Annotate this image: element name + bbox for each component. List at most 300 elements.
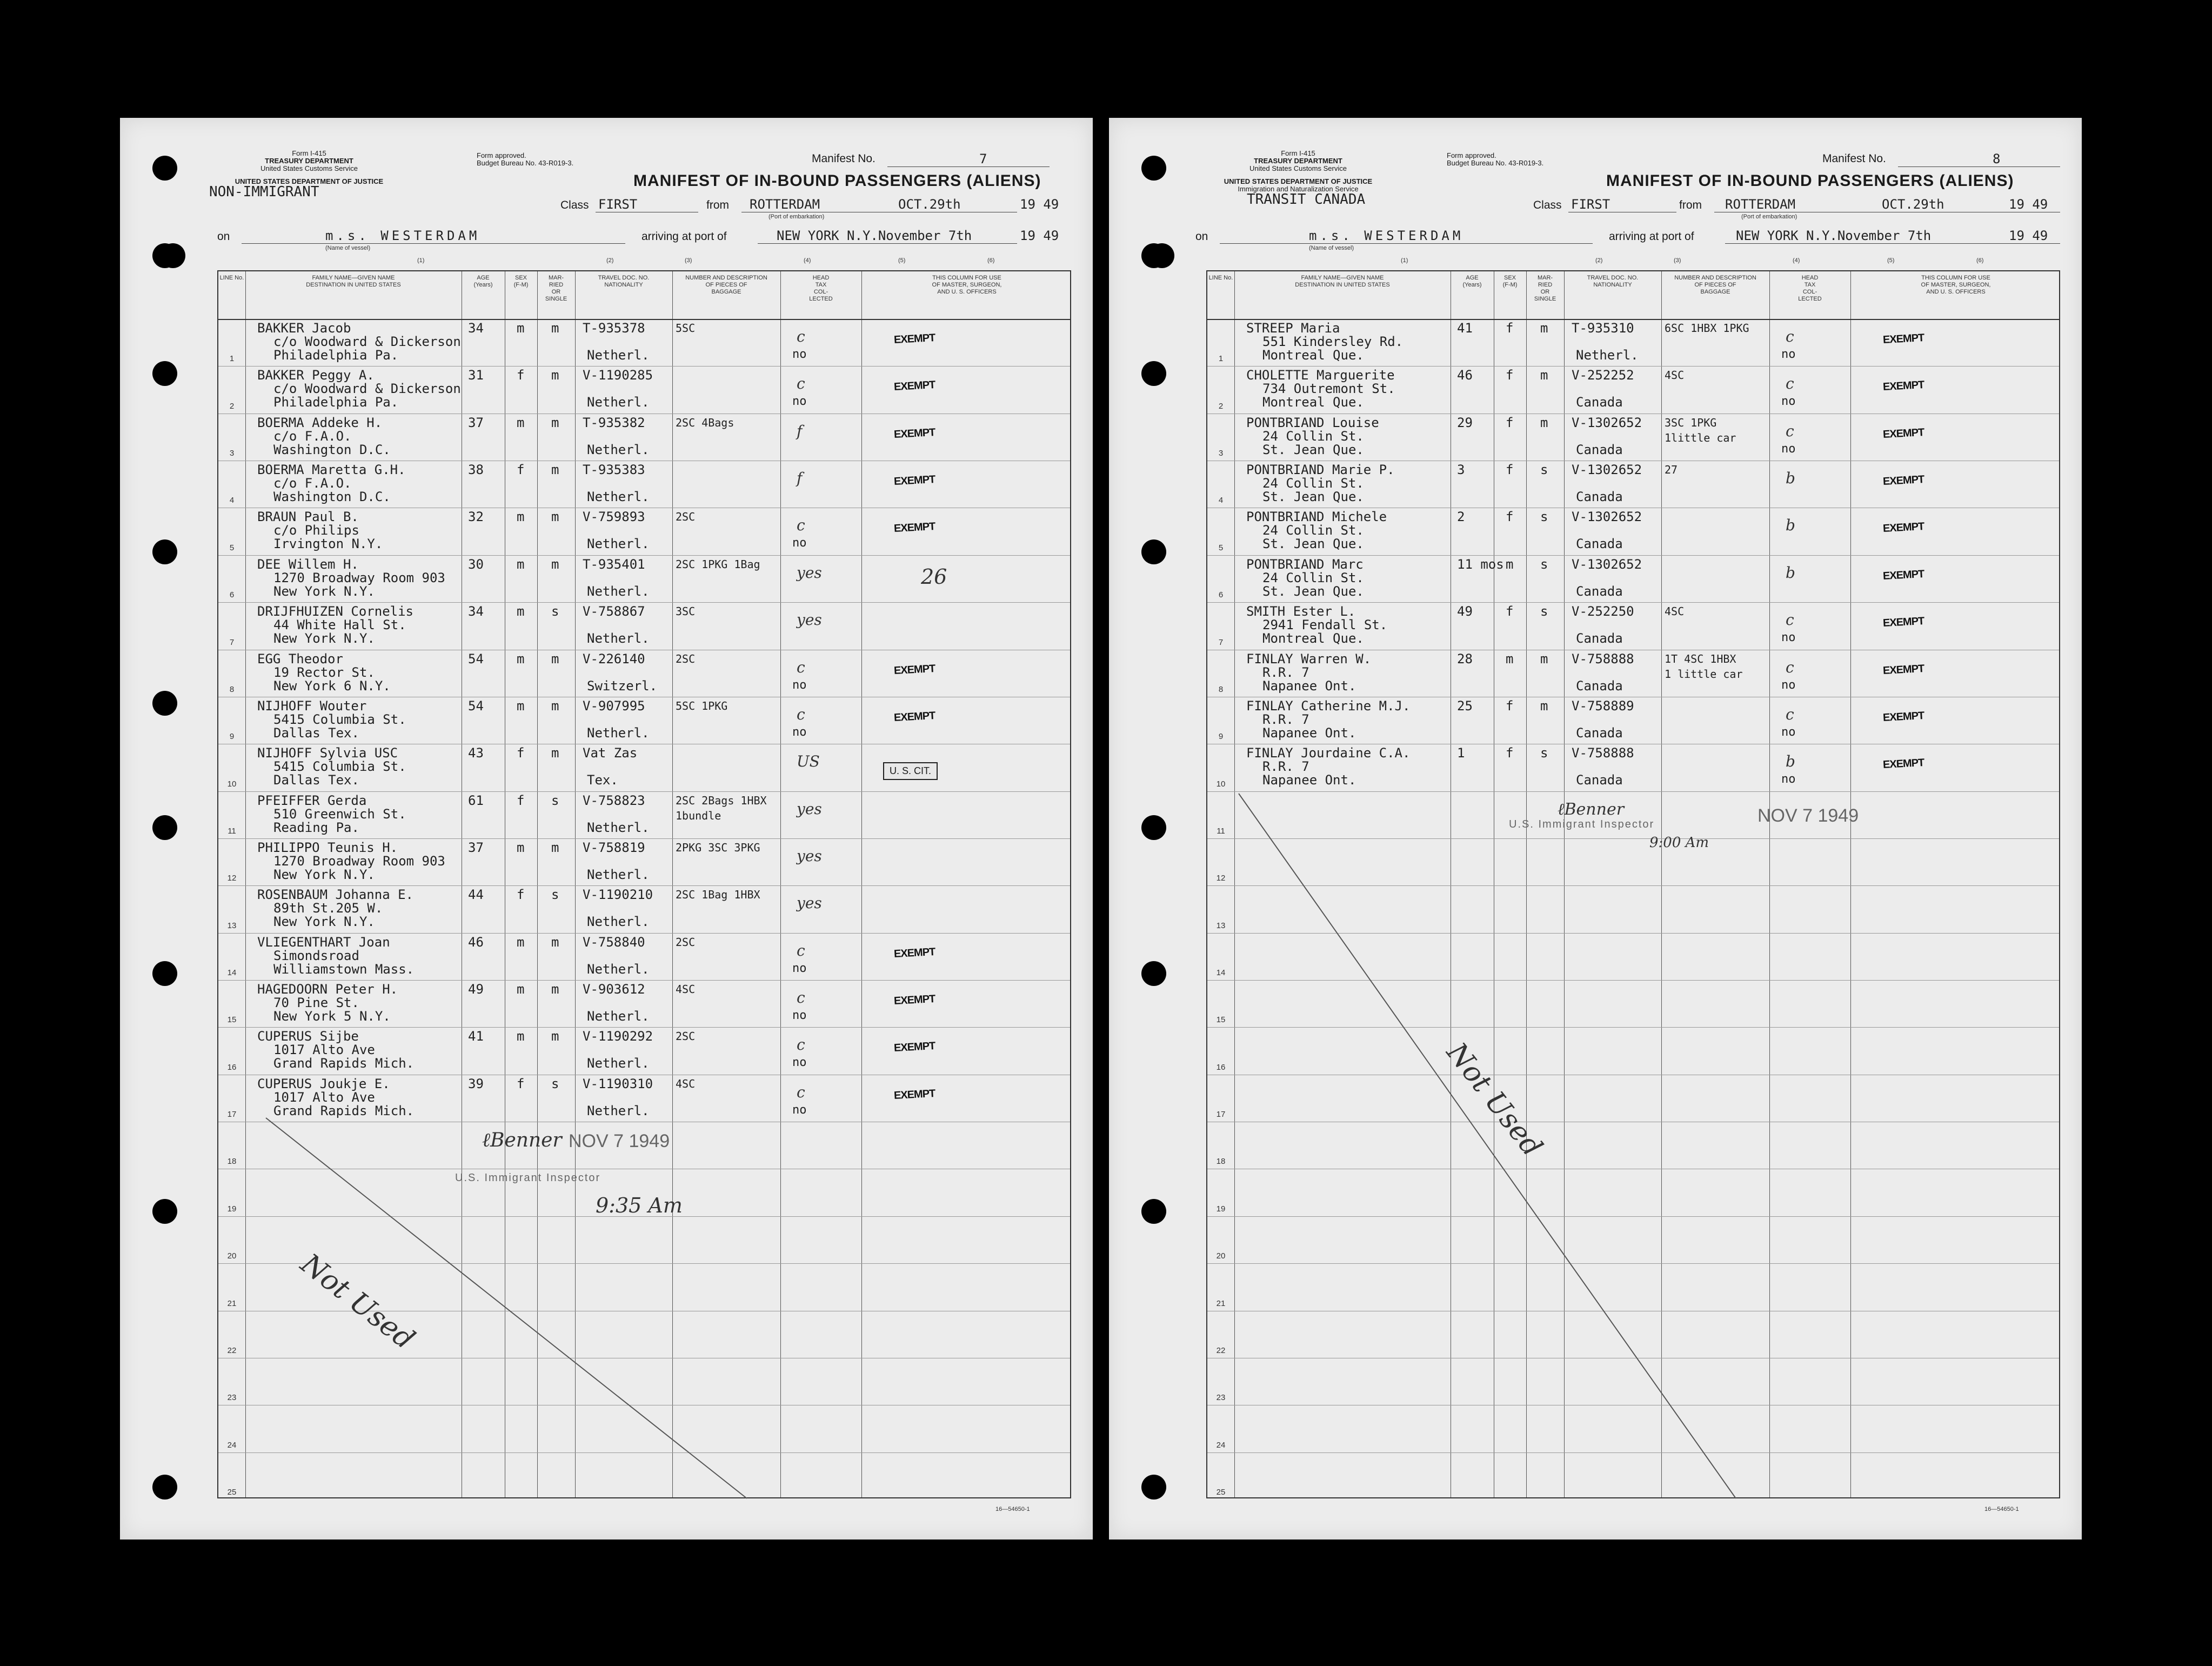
col-number: (6): [1976, 257, 1984, 264]
manifest-title: MANIFEST OF IN-BOUND PASSENGERS (ALIENS): [1606, 172, 2014, 190]
line-number: 19: [227, 1204, 237, 1214]
sex: f: [1506, 604, 1514, 619]
line-number: 10: [1216, 779, 1226, 789]
line-number: 12: [227, 874, 237, 883]
sex: m: [1506, 651, 1514, 667]
passenger-name: HAGEDOORN Peter H.: [257, 982, 398, 997]
line-number: 7: [229, 637, 235, 647]
column-header-travel-doc: TRAVEL DOC. NO. NATIONALITY: [598, 275, 650, 288]
departure-year: 19 49: [1020, 197, 1059, 212]
marital-status: s: [551, 792, 559, 808]
exempt-stamp: EXEMPT: [893, 993, 935, 1008]
sex: f: [517, 462, 525, 478]
on-label: on: [1195, 230, 1208, 243]
destination-line: c/o Woodward & Dickerson: [273, 334, 461, 349]
head-tax: c: [1786, 375, 1794, 393]
passenger-name: FINLAY Jourdaine C.A.: [1246, 745, 1411, 761]
column-header-line: LINE No.: [1208, 275, 1233, 281]
passenger-name: CUPERUS Sijbe: [257, 1029, 359, 1044]
exempt-stamp: EXEMPT: [893, 521, 935, 535]
sex: m: [1506, 556, 1514, 572]
column-header-name: FAMILY NAME—GIVEN NAME DESTINATION IN UNITED STATES: [306, 275, 401, 288]
form-approved: Form approved.: [477, 151, 526, 159]
travel-doc-number: V-907995: [583, 698, 645, 714]
line-number: 15: [1216, 1015, 1226, 1025]
line-number: 14: [227, 968, 237, 978]
line-number: 6: [229, 590, 235, 600]
head-tax: yes: [797, 894, 822, 912]
line-number: 11: [1217, 826, 1225, 836]
baggage: 4SC: [1665, 369, 1685, 382]
column-header-baggage: NUMBER AND DESCRIPTION OF PIECES OF BAGGAGE: [685, 275, 767, 295]
destination-line: St. Jean Que.: [1262, 442, 1364, 457]
passenger-name: PONTBRIAND Louise: [1246, 415, 1379, 430]
sex: m: [517, 415, 525, 430]
marital-status: m: [1540, 651, 1548, 667]
overtyped-header: NON-IMMIGRANT: [209, 184, 319, 200]
age: 61: [468, 792, 484, 808]
column-header-age: AGE (Years): [1462, 275, 1482, 288]
destination-line: Irvington N.Y.: [273, 536, 383, 552]
nationality: Netherl.: [587, 914, 650, 930]
line-number: 3: [229, 449, 235, 458]
line-number: 24: [1216, 1440, 1226, 1450]
head-tax-note: no: [792, 1056, 807, 1070]
line-number: 12: [1216, 874, 1226, 883]
destination-line: Napanee Ont.: [1262, 678, 1356, 694]
column-header-travel-doc: TRAVEL DOC. NO. NATIONALITY: [1587, 275, 1639, 288]
age: 32: [468, 509, 484, 525]
nationality: Netherl.: [587, 489, 650, 505]
travel-doc-number: V-252250: [1572, 604, 1634, 619]
destination-line: Reading Pa.: [273, 819, 359, 835]
destination-line: New York 6 N.Y.: [273, 678, 391, 694]
form-number: Form I-415: [292, 149, 326, 157]
sex: m: [517, 698, 525, 714]
col-number: (1): [1401, 257, 1408, 264]
marital-status: s: [1540, 604, 1548, 619]
line-number: 6: [1218, 590, 1224, 600]
travel-doc-number: V-1190310: [583, 1076, 653, 1091]
age: 34: [468, 604, 484, 619]
baggage: 5SC 1PKG: [676, 699, 728, 712]
marital-status: m: [551, 745, 559, 761]
destination-line: Simondsroad: [273, 948, 359, 963]
destination-line: Napanee Ont.: [1262, 725, 1356, 741]
class-value: FIRST: [1571, 197, 1610, 212]
line-number: 21: [1216, 1298, 1226, 1308]
age: 49: [468, 982, 484, 997]
line-number: 8: [229, 684, 235, 694]
officer-note: 26: [921, 564, 947, 589]
marital-status: s: [1540, 462, 1548, 478]
line-number: 19: [1216, 1204, 1226, 1214]
sex: f: [517, 745, 525, 761]
exempt-stamp: EXEMPT: [1882, 332, 1924, 346]
destination-line: 2941 Fendall St.: [1262, 617, 1388, 633]
exempt-stamp: EXEMPT: [1882, 615, 1924, 630]
travel-doc-number: V-758840: [583, 934, 645, 950]
head-tax-note: no: [1781, 348, 1796, 361]
travel-doc-number: V-1302652: [1572, 415, 1642, 430]
exempt-stamp: EXEMPT: [1882, 521, 1924, 535]
sex: m: [517, 509, 525, 525]
line-number: 22: [227, 1345, 237, 1355]
marital-status: m: [551, 509, 559, 525]
travel-doc-number: V-758888: [1572, 651, 1634, 667]
destination-line: 1017 Alto Ave: [273, 1042, 375, 1058]
destination-line: 510 Greenwich St.: [273, 806, 406, 822]
class-label: Class: [560, 199, 589, 211]
marital-status: s: [551, 887, 559, 903]
exempt-stamp: EXEMPT: [893, 662, 935, 677]
column-header-sex: SEX (F-M): [1502, 275, 1518, 288]
destination-line: 734 Outremont St.: [1262, 381, 1395, 397]
line-number: 20: [227, 1251, 237, 1261]
exempt-stamp: EXEMPT: [893, 709, 935, 724]
col-number: (3): [1674, 257, 1681, 264]
exempt-stamp: EXEMPT: [1882, 757, 1924, 771]
head-tax: US: [797, 752, 820, 771]
destination-line: c/o F.A.O.: [273, 476, 352, 491]
marital-status: m: [551, 462, 559, 478]
line-number: 1: [1218, 354, 1224, 364]
arrival-year: 19 49: [1020, 228, 1059, 243]
arrival-year: 19 49: [2009, 228, 2048, 243]
inspector-signature: ℓBenner: [482, 1129, 562, 1151]
sex: f: [1506, 698, 1514, 714]
head-tax-note: no: [792, 348, 807, 361]
passenger-name: NIJHOFF Sylvia USC: [257, 745, 398, 761]
passenger-name: CUPERUS Joukje E.: [257, 1076, 390, 1091]
manifest-page-right: [1109, 118, 2082, 1540]
head-tax-note: no: [792, 536, 807, 550]
age: 44: [468, 887, 484, 903]
line-number: 23: [227, 1393, 237, 1403]
age: 54: [468, 698, 484, 714]
destination-line: Montreal Que.: [1262, 395, 1364, 410]
nationality: Netherl.: [587, 1103, 650, 1118]
travel-doc-number: T-935382: [583, 415, 645, 430]
sex: m: [517, 604, 525, 619]
sex: f: [517, 887, 525, 903]
nationality: Netherl.: [587, 348, 650, 363]
line-number: 17: [1216, 1110, 1226, 1119]
age: 34: [468, 321, 484, 336]
baggage: 3SC: [676, 605, 696, 618]
head-tax: c: [797, 375, 805, 393]
col-number: (1): [417, 257, 425, 264]
sex: f: [1506, 462, 1514, 478]
marital-status: m: [551, 698, 559, 714]
passenger-name: BOERMA Addeke H.: [257, 415, 383, 430]
passenger-name: PONTBRIAND Michele: [1246, 509, 1387, 525]
travel-doc-number: V-252252: [1572, 368, 1634, 383]
head-tax-note: no: [1781, 631, 1796, 645]
travel-doc-number: V-1190292: [583, 1029, 653, 1044]
col-number: (2): [1595, 257, 1603, 264]
travel-doc-number: T-935401: [583, 556, 645, 572]
sex: f: [1506, 745, 1514, 761]
age: 41: [468, 1029, 484, 1044]
destination-line: 24 Collin St.: [1262, 476, 1364, 491]
sex: f: [1506, 321, 1514, 336]
line-number: 22: [1216, 1345, 1226, 1355]
manifest-no-label: Manifest No.: [812, 152, 876, 165]
travel-doc-number: V-226140: [583, 651, 645, 667]
destination-line: 44 White Hall St.: [273, 617, 406, 633]
passenger-name: SMITH Ester L.: [1246, 604, 1356, 619]
head-tax: c: [797, 1083, 805, 1101]
travel-doc-number: V-759893: [583, 509, 645, 525]
marital-status: m: [1540, 415, 1548, 430]
form-approved: Form approved.: [1447, 151, 1496, 159]
destination-line: 1270 Broadway Room 903: [273, 570, 445, 585]
nationality: Canada: [1576, 536, 1623, 552]
head-tax: yes: [797, 611, 822, 629]
column-header-head-tax: HEAD TAX COL- LECTED: [1798, 275, 1822, 302]
travel-doc-number: V-1302652: [1572, 462, 1642, 478]
line-number: 1: [229, 354, 235, 364]
on-label: on: [217, 230, 230, 243]
head-tax: c: [797, 1036, 805, 1054]
baggage: 4SC: [1665, 605, 1685, 618]
nationality: Netherl.: [587, 1009, 650, 1024]
head-tax-note: no: [792, 1103, 807, 1117]
head-tax: c: [797, 516, 805, 535]
col-number: (6): [987, 257, 995, 264]
col-number: (4): [804, 257, 811, 264]
head-tax: yes: [797, 847, 822, 865]
not-used-note: Not Used: [295, 1248, 421, 1356]
line-number: 15: [227, 1015, 237, 1025]
exempt-stamp: EXEMPT: [893, 1087, 935, 1102]
nationality: Netherl.: [587, 867, 650, 882]
sex: m: [517, 321, 525, 336]
head-tax-note: no: [792, 725, 807, 739]
col-number: (3): [685, 257, 692, 264]
exempt-stamp: EXEMPT: [1882, 426, 1924, 441]
nationality: Canada: [1576, 442, 1623, 457]
marital-status: s: [1540, 509, 1548, 525]
form-number: Form I-415: [1281, 149, 1315, 157]
age: 25: [1457, 698, 1473, 714]
age: 1: [1457, 745, 1465, 761]
line-number: 18: [227, 1157, 237, 1167]
destination-line: 89th St.205 W.: [273, 901, 383, 916]
passenger-name: FINLAY Warren W.: [1246, 651, 1372, 667]
destination-line: c/o F.A.O.: [273, 428, 352, 444]
age: 37: [468, 415, 484, 430]
inspector-title: U.S. Immigrant Inspector: [1509, 818, 1655, 830]
head-tax: c: [1786, 658, 1794, 676]
travel-doc-number: Vat Zas: [583, 745, 638, 761]
passenger-name: NIJHOFF Wouter: [257, 698, 367, 714]
destination-line: Washington D.C.: [273, 489, 391, 505]
destination-line: New York N.Y.: [273, 914, 375, 930]
baggage: 2SC: [676, 510, 696, 524]
nationality: Switzerl.: [587, 678, 658, 694]
col-number: (4): [1793, 257, 1800, 264]
inspector-title: U.S. Immigrant Inspector: [455, 1172, 601, 1184]
travel-doc-number: T-935378: [583, 321, 645, 336]
travel-doc-number: V-758888: [1572, 745, 1634, 761]
nationality: Netherl.: [587, 536, 650, 552]
baggage: 3SC 1PKG: [1665, 416, 1717, 429]
marital-status: m: [1540, 698, 1548, 714]
age: 37: [468, 839, 484, 855]
exempt-stamp: EXEMPT: [1882, 379, 1924, 394]
destination-line: Dallas Tex.: [273, 725, 359, 741]
sex: m: [517, 934, 525, 950]
vessel-name: m.s. WESTERDAM: [1309, 228, 1464, 243]
passenger-name: BAKKER Peggy A.: [257, 368, 375, 383]
sex: f: [1506, 368, 1514, 383]
nationality: Canada: [1576, 772, 1623, 788]
line-number: 8: [1218, 684, 1224, 694]
nationality: Netherl.: [587, 725, 650, 741]
head-tax: f: [797, 469, 803, 488]
line-number: 2: [1218, 401, 1224, 411]
inspector-time: 9:00 Am: [1649, 835, 1709, 851]
destination-line: Grand Rapids Mich.: [273, 1103, 415, 1118]
head-tax: c: [1786, 705, 1794, 723]
line-number: 4: [229, 496, 235, 505]
age: 29: [1457, 415, 1473, 430]
head-tax: b: [1786, 516, 1795, 535]
passenger-name: BOERMA Maretta G.H.: [257, 462, 406, 478]
passenger-name: ROSENBAUM Johanna E.: [257, 887, 413, 903]
inspector-time: 9:35 Am: [596, 1194, 683, 1217]
departure-year: 19 49: [2009, 197, 2048, 212]
exempt-stamp: EXEMPT: [893, 379, 935, 394]
age: 2: [1457, 509, 1465, 525]
destination-line: 24 Collin St.: [1262, 570, 1364, 585]
destination-line: 5415 Columbia St.: [273, 711, 406, 727]
baggage-extra: 1little car: [1665, 431, 1736, 444]
line-number: 2: [229, 401, 235, 411]
nationality: Netherl.: [587, 395, 650, 410]
sex: m: [517, 839, 525, 855]
passenger-name: CHOLETTE Marguerite: [1246, 368, 1395, 383]
budget-bureau: Budget Bureau No. 43-R019-3.: [477, 159, 574, 167]
nationality: Netherl.: [587, 583, 650, 599]
class-value: FIRST: [598, 197, 638, 212]
marital-status: s: [551, 1076, 559, 1091]
passenger-name: PFEIFFER Gerda: [257, 792, 367, 808]
head-tax: c: [1786, 611, 1794, 629]
destination-line: Montreal Que.: [1262, 631, 1364, 647]
destination-line: New York N.Y.: [273, 631, 375, 647]
destination-line: 1017 Alto Ave: [273, 1089, 375, 1105]
travel-doc-number: T-935383: [583, 462, 645, 478]
line-number: 21: [227, 1298, 237, 1308]
travel-doc-number: V-758819: [583, 839, 645, 855]
baggage: 6SC 1HBX 1PKG: [1665, 322, 1749, 335]
line-number: 13: [227, 921, 237, 930]
port-embark-note: (Port of embarkation): [1741, 214, 1797, 220]
travel-doc-number: V-903612: [583, 982, 645, 997]
travel-doc-number: V-1302652: [1572, 509, 1642, 525]
us-citizen-stamp: U. S. CIT.: [883, 762, 938, 780]
dept-treasury: TREASURY DEPARTMENT: [1254, 157, 1342, 165]
manifest-title: MANIFEST OF IN-BOUND PASSENGERS (ALIENS): [633, 172, 1041, 190]
destination-line: Philadelphia Pa.: [273, 348, 399, 363]
sex: m: [517, 982, 525, 997]
age: 54: [468, 651, 484, 667]
head-tax-note: no: [792, 395, 807, 409]
destination-line: St. Jean Que.: [1262, 583, 1364, 599]
line-number: 20: [1216, 1251, 1226, 1261]
destination-line: 24 Collin St.: [1262, 523, 1364, 538]
destination-line: R.R. 7: [1262, 711, 1309, 727]
destination-line: Napanee Ont.: [1262, 772, 1356, 788]
nationality: Canada: [1576, 395, 1623, 410]
port-embark-note: (Port of embarkation): [768, 214, 825, 220]
sex: f: [1506, 509, 1514, 525]
nationality: Netherl.: [587, 1056, 650, 1071]
marital-status: s: [551, 604, 559, 619]
head-tax-note: no: [1781, 442, 1796, 456]
dept-justice: UNITED STATES DEPARTMENT OF JUSTICE: [235, 177, 384, 185]
col-number: (5): [1887, 257, 1895, 264]
head-tax: c: [797, 328, 805, 345]
exempt-stamp: EXEMPT: [1882, 709, 1924, 724]
head-tax: f: [797, 422, 803, 440]
nationality: Canada: [1576, 631, 1623, 647]
destination-line: Williamstown Mass.: [273, 961, 415, 977]
nationality: Netherl.: [587, 961, 650, 977]
nationality: Netherl.: [587, 631, 650, 647]
marital-status: m: [551, 321, 559, 336]
inspector-date-stamp: NOV 7 1949: [569, 1131, 670, 1151]
baggage: 2SC 1PKG 1Bag: [676, 557, 760, 571]
marital-status: m: [1540, 321, 1548, 336]
line-number: 18: [1216, 1157, 1226, 1167]
column-header-officers: THIS COLUMN FOR USE OF MASTER, SURGEON, AND U. S. OFFICERS: [932, 275, 1002, 295]
head-tax: c: [1786, 328, 1794, 345]
baggage: 4SC: [676, 983, 696, 996]
sex: m: [517, 651, 525, 667]
head-tax: b: [1786, 752, 1795, 771]
departure-date: OCT.29th: [1882, 197, 1944, 212]
baggage: 2SC: [676, 935, 696, 949]
baggage-extra: 1 little car: [1665, 667, 1743, 681]
destination-line: 1270 Broadway Room 903: [273, 853, 445, 869]
destination-line: Montreal Que.: [1262, 348, 1364, 363]
age: 31: [468, 368, 484, 383]
baggage: 2SC: [676, 1030, 696, 1043]
nationality: Netherl.: [587, 819, 650, 835]
marital-status: m: [551, 1029, 559, 1044]
passenger-name: DRIJFHUIZEN Cornelis: [257, 604, 413, 619]
from-label: from: [1679, 199, 1702, 211]
head-tax-note: no: [792, 678, 807, 692]
departure-date: OCT.29th: [898, 197, 961, 212]
age: 28: [1457, 651, 1473, 667]
sex: f: [517, 1076, 525, 1091]
sex: f: [1506, 415, 1514, 430]
destination-line: 24 Collin St.: [1262, 428, 1364, 444]
destination-line: Dallas Tex.: [273, 772, 359, 788]
footer-code: 16—54650-1: [995, 1506, 1030, 1512]
head-tax-note: no: [792, 961, 807, 975]
travel-doc-number: V-1190210: [583, 887, 653, 903]
dept-treasury: TREASURY DEPARTMENT: [265, 157, 353, 165]
sex: f: [517, 792, 525, 808]
marital-status: m: [551, 839, 559, 855]
passenger-name: PONTBRIAND Marc: [1246, 556, 1364, 572]
